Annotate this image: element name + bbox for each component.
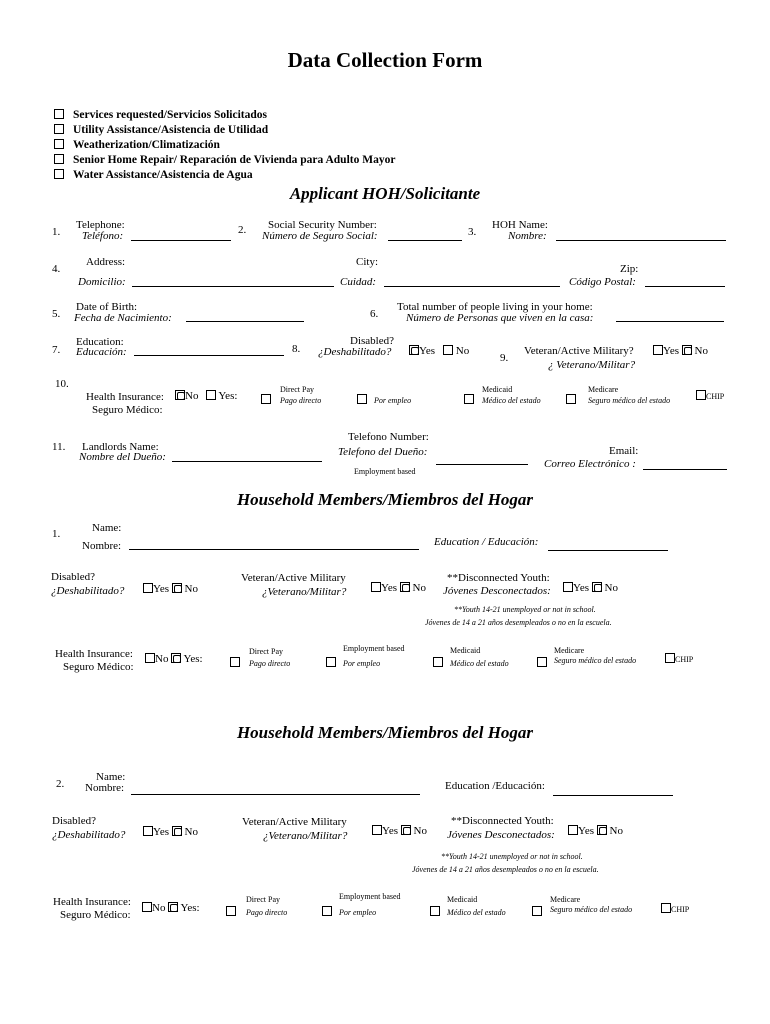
veteran-label-es: ¿ Veterano/Militar? <box>548 359 636 371</box>
member1-health-no-checkbox[interactable] <box>145 653 155 663</box>
member1-medicaid-checkbox[interactable] <box>433 657 443 667</box>
landlord-field[interactable] <box>172 461 322 462</box>
member1-veteran-yes-checkbox[interactable] <box>371 582 381 592</box>
member1-youth-yes-checkbox[interactable] <box>563 582 573 592</box>
member1-employment-label: Employment based <box>343 644 405 653</box>
member1-veteran-label-es: ¿Veterano/Militar? <box>262 586 347 598</box>
household-heading-2: Household Members/Miembros del Hogar <box>236 723 534 742</box>
member1-veteran-options <box>371 582 426 594</box>
no-label: No <box>604 582 618 594</box>
health-no <box>175 390 198 402</box>
yes-label: Yes <box>578 825 595 837</box>
medicaid-label: Medicaid <box>482 385 513 394</box>
no-label: No <box>185 390 199 402</box>
member1-youth-note-es: Jóvenes de 14 a 21 años desempleados o no en la escuela. <box>425 618 612 627</box>
service-senior-repair <box>54 154 395 166</box>
address-field[interactable] <box>132 286 334 287</box>
yes-label: Yes <box>153 583 170 595</box>
member2-health-options <box>142 902 200 914</box>
people-label: Total number of people living in your home: <box>397 301 593 313</box>
service-label: Water Assistance/Asistencia de Agua <box>73 169 253 181</box>
address-label: Address: <box>86 256 126 268</box>
member2-youth-label: **Disconnected Youth: <box>451 815 554 827</box>
health-yes-checkbox[interactable] <box>206 390 216 400</box>
member2-employment-wrap <box>322 902 332 920</box>
employment-label-es: Por empleo <box>374 396 412 405</box>
member1-direct-pay-label-es: Pago directo <box>249 659 291 668</box>
landlord-label-es: Nombre del Dueño: <box>79 451 166 463</box>
member1-direct-pay-label: Direct Pay <box>249 647 283 656</box>
disabled-yes-checkbox[interactable] <box>409 345 419 355</box>
service-label: Utility Assistance/Asistencia de Utilidad <box>73 124 269 136</box>
household-heading-1: Household Members/Miembros del Hogar <box>236 490 534 509</box>
member2-youth-label-es: Jóvenes Desconectados: <box>447 829 555 841</box>
item-number: 6. <box>370 308 379 320</box>
applicant-heading: Applicant HOH/Solicitante <box>289 184 481 203</box>
member1-name-field[interactable] <box>129 549 419 550</box>
member2-direct-pay-wrap <box>226 902 236 920</box>
service-requested-checkbox[interactable] <box>54 109 64 119</box>
city-label-es: Cuidad: <box>340 276 377 288</box>
member1-disabled-options <box>143 583 198 595</box>
ssn-field[interactable] <box>388 240 462 241</box>
member1-disabled-yes-checkbox[interactable] <box>143 583 153 593</box>
hoh-name-field[interactable] <box>556 240 726 241</box>
member1-youth-options <box>563 582 618 594</box>
yes-label: Yes <box>419 345 436 357</box>
member1-employment-checkbox[interactable] <box>326 657 336 667</box>
member2-medicare-checkbox[interactable] <box>532 906 542 916</box>
direct-pay-label: Direct Pay <box>280 385 314 394</box>
employment-checkbox-wrap <box>357 390 367 408</box>
direct-pay-label-es: Pago directo <box>280 396 322 405</box>
member1-employment-wrap <box>326 653 336 671</box>
member1-veteran-no-checkbox[interactable] <box>400 582 410 592</box>
no-label: No <box>412 582 426 594</box>
member2-medicaid-label: Medicaid <box>447 895 478 904</box>
service-label: Services requested/Servicios Solicitados <box>73 109 267 121</box>
member1-youth-label: **Disconnected Youth: <box>447 572 550 584</box>
weatherization-checkbox[interactable] <box>54 139 64 149</box>
email-field[interactable] <box>643 469 727 470</box>
veteran-label: Veteran/Active Military? <box>524 345 634 357</box>
health-label: Health Insurance: <box>86 391 164 403</box>
member2-medicare-label-es: Seguro médico del estado <box>550 905 633 914</box>
veteran-yes-checkbox[interactable] <box>653 345 663 355</box>
form-title: Data Collection Form <box>287 48 483 72</box>
dob-field[interactable] <box>186 321 304 322</box>
member1-disabled-label: Disabled? <box>51 571 95 583</box>
member1-medicare-label: Medicare <box>554 646 585 655</box>
medicare-checkbox[interactable] <box>566 394 576 404</box>
disabled-yes <box>409 345 435 357</box>
member1-disabled-no-checkbox[interactable] <box>172 583 182 593</box>
member1-chip-checkbox[interactable] <box>665 653 675 663</box>
member2-veteran-label-es: ¿Veterano/Militar? <box>263 830 348 842</box>
item-number: 4. <box>52 263 61 275</box>
member2-name-field[interactable] <box>131 794 420 795</box>
member1-youth-note: **Youth 14-21 unemployed or not in school. <box>454 605 596 614</box>
member1-name-label: Name: <box>92 522 122 534</box>
chip-label: CHIP <box>706 392 725 401</box>
no-label: No <box>184 583 198 595</box>
yes-label: Yes: <box>183 653 203 665</box>
yes-label: Yes: <box>180 902 200 914</box>
member2-medicare-wrap <box>532 902 542 920</box>
people-label-es: Número de Personas que viven en la casa: <box>406 312 594 324</box>
no-label: No <box>455 345 470 357</box>
no-label: No <box>155 653 169 665</box>
chip-label: CHIP <box>671 905 690 914</box>
disabled-no <box>443 345 469 357</box>
medicaid-checkbox-wrap <box>464 390 474 408</box>
member1-youth-no-checkbox[interactable] <box>592 582 602 592</box>
item-number: 2. <box>238 224 247 236</box>
item-number: 11. <box>52 441 66 453</box>
dob-label: Date of Birth: <box>76 301 138 313</box>
member2-youth-note: **Youth 14-21 unemployed or not in school. <box>441 852 583 861</box>
member2-youth-yes-checkbox[interactable] <box>568 825 578 835</box>
city-label: City: <box>356 256 379 268</box>
member1-medicaid-label: Medicaid <box>450 646 481 655</box>
no-label: No <box>184 826 198 838</box>
member2-medicare-label: Medicare <box>550 895 581 904</box>
member2-disabled-yes-checkbox[interactable] <box>143 826 153 836</box>
member2-disabled-label-es: ¿Deshabilitado? <box>52 829 126 841</box>
zip-field[interactable] <box>645 286 725 287</box>
member2-disabled-no-checkbox[interactable] <box>172 826 182 836</box>
direct-pay-checkbox[interactable] <box>261 394 271 404</box>
member1-education-label: Education / Educación: <box>434 536 539 548</box>
member2-medicaid-wrap <box>430 902 440 920</box>
member1-chip-option <box>665 653 693 664</box>
no-label: No <box>413 825 427 837</box>
employment-checkbox[interactable] <box>357 394 367 404</box>
member2-disabled-label: Disabled? <box>52 815 96 827</box>
medicare-label: Medicare <box>588 385 619 394</box>
hoh-name-label: HOH Name: <box>492 219 548 231</box>
member2-employment-label: Employment based <box>339 892 401 901</box>
member2-chip-option <box>661 903 689 914</box>
member2-direct-pay-label-es: Pago directo <box>246 908 288 917</box>
yes-label: Yes <box>382 825 399 837</box>
item-number: 2. <box>56 778 65 790</box>
medicaid-checkbox[interactable] <box>464 394 474 404</box>
landlord-phone-label: Telefono Number: <box>348 431 429 443</box>
telephone-field[interactable] <box>131 240 231 241</box>
item-number: 1. <box>52 528 61 540</box>
member1-medicaid-wrap <box>433 653 443 671</box>
direct-pay-checkbox-wrap <box>261 390 271 408</box>
landlord-phone-label-es: Telefono del Dueño: <box>338 446 428 458</box>
yes-label: Yes <box>663 345 680 357</box>
veteran-yes <box>653 345 708 357</box>
item-number: 7. <box>52 344 61 356</box>
member2-veteran-yes-checkbox[interactable] <box>372 825 382 835</box>
member1-youth-label-es: Jóvenes Desconectados: <box>443 585 551 597</box>
member2-youth-no-checkbox[interactable] <box>597 825 607 835</box>
yes-label: Yes <box>381 582 398 594</box>
health-no-checkbox[interactable] <box>175 390 185 400</box>
member1-education-field[interactable] <box>548 550 668 551</box>
member2-education-label: Education /Educación: <box>445 780 545 792</box>
member2-veteran-options <box>372 825 427 837</box>
member2-direct-pay-label: Direct Pay <box>246 895 280 904</box>
employment-based-label: Employment based <box>354 467 416 476</box>
medicaid-label-es: Médico del estado <box>482 396 541 405</box>
people-field[interactable] <box>616 321 724 322</box>
member1-medicare-checkbox[interactable] <box>537 657 547 667</box>
email-label: Email: <box>609 445 639 457</box>
member2-health-label: Health Insurance: <box>53 896 131 908</box>
landlord-phone-field[interactable] <box>436 464 528 465</box>
service-water <box>54 169 253 181</box>
member1-disabled-label-es: ¿Deshabilitado? <box>51 585 125 597</box>
chip-checkbox[interactable] <box>696 390 706 400</box>
member2-education-field[interactable] <box>553 795 673 796</box>
item-number: 3. <box>468 226 477 238</box>
member2-employment-label-es: Por empleo <box>339 908 377 917</box>
landlord-label: Landlords Name: <box>82 441 159 453</box>
member1-health-yes-checkbox[interactable] <box>171 653 181 663</box>
no-label: No <box>694 345 708 357</box>
member1-health-options <box>145 653 203 665</box>
member2-youth-options <box>568 825 623 837</box>
yes-label: Yes <box>153 826 170 838</box>
member2-name-label-es: Nombre: <box>85 782 125 794</box>
item-number: 10. <box>55 378 69 390</box>
member2-youth-note-es: Jóvenes de 14 a 21 años desempleados o no en la escuela. <box>412 865 599 874</box>
no-label: No <box>609 825 623 837</box>
member2-name-label: Name: <box>96 771 126 783</box>
member2-health-no-checkbox[interactable] <box>142 902 152 912</box>
no-label: No <box>152 902 166 914</box>
member1-medicare-label-es: Seguro médico del estado <box>554 656 637 665</box>
member1-health-label-es: Seguro Médico: <box>63 661 134 673</box>
city-field[interactable] <box>384 286 560 287</box>
ssn-label: Social Security Number: <box>268 219 377 231</box>
service-weatherization <box>54 139 220 151</box>
member1-direct-pay-wrap <box>230 653 240 671</box>
disabled-no-checkbox[interactable] <box>443 345 453 355</box>
senior-repair-checkbox[interactable] <box>54 154 64 164</box>
item-number: 5. <box>52 308 61 320</box>
yes-label: Yes: <box>218 390 238 402</box>
service-utility <box>54 124 268 136</box>
utility-checkbox[interactable] <box>54 124 64 134</box>
service-label: Weatherization/Climatización <box>73 139 220 151</box>
member1-medicare-wrap <box>537 653 547 671</box>
education-field[interactable] <box>134 355 284 356</box>
item-number: 9. <box>500 352 509 364</box>
medicare-checkbox-wrap <box>566 390 576 408</box>
education-label: Education: <box>76 336 124 348</box>
member1-health-label: Health Insurance: <box>55 648 133 660</box>
member1-medicaid-label-es: Médico del estado <box>450 659 509 668</box>
hoh-name-label-es: Nombre: <box>508 230 547 242</box>
veteran-no-checkbox[interactable] <box>682 345 692 355</box>
member2-veteran-no-checkbox[interactable] <box>401 825 411 835</box>
health-yes <box>206 390 237 402</box>
chip-label: CHIP <box>675 655 694 664</box>
member1-name-label-es: Nombre: <box>82 540 122 552</box>
yes-label: Yes <box>573 582 590 594</box>
member2-employment-checkbox[interactable] <box>322 906 332 916</box>
member2-direct-pay-checkbox[interactable] <box>226 906 236 916</box>
member1-direct-pay-checkbox[interactable] <box>230 657 240 667</box>
service-label: Senior Home Repair/ Reparación de Vivienda para Adulto Mayor <box>73 154 396 166</box>
zip-label-es: Código Postal: <box>569 276 636 288</box>
medicare-label-es: Seguro médico del estado <box>588 396 671 405</box>
member2-veteran-label: Veteran/Active Military <box>242 816 347 828</box>
chip-option <box>696 390 724 401</box>
ssn-label-es: Número de Seguro Social: <box>262 230 378 242</box>
item-number: 8. <box>292 343 301 355</box>
item-number: 1. <box>52 226 61 238</box>
health-label-es: Seguro Médico: <box>92 404 163 416</box>
member2-chip-checkbox[interactable] <box>661 903 671 913</box>
member1-veteran-label: Veteran/Active Military <box>241 572 346 584</box>
member2-medicaid-checkbox[interactable] <box>430 906 440 916</box>
member2-health-label-es: Seguro Médico: <box>60 909 131 921</box>
dob-label-es: Fecha de Nacimiento: <box>74 312 172 324</box>
disabled-label-es: ¿Deshabilitado? <box>318 346 392 358</box>
email-label-es: Correo Electrónico : <box>544 458 636 470</box>
member2-disabled-options <box>143 826 198 838</box>
zip-label: Zip: <box>620 263 639 275</box>
telephone-label: Telephone: <box>76 219 125 231</box>
member2-health-yes-checkbox[interactable] <box>168 902 178 912</box>
member2-medicaid-label-es: Médico del estado <box>447 908 506 917</box>
telephone-label-es: Teléfono: <box>82 230 124 242</box>
address-label-es: Domicilio: <box>78 276 126 288</box>
disabled-label: Disabled? <box>350 335 394 347</box>
service-requested <box>54 109 267 121</box>
member1-employment-label-es: Por empleo <box>343 659 381 668</box>
education-label-es: Educación: <box>76 346 127 358</box>
water-checkbox[interactable] <box>54 169 64 179</box>
